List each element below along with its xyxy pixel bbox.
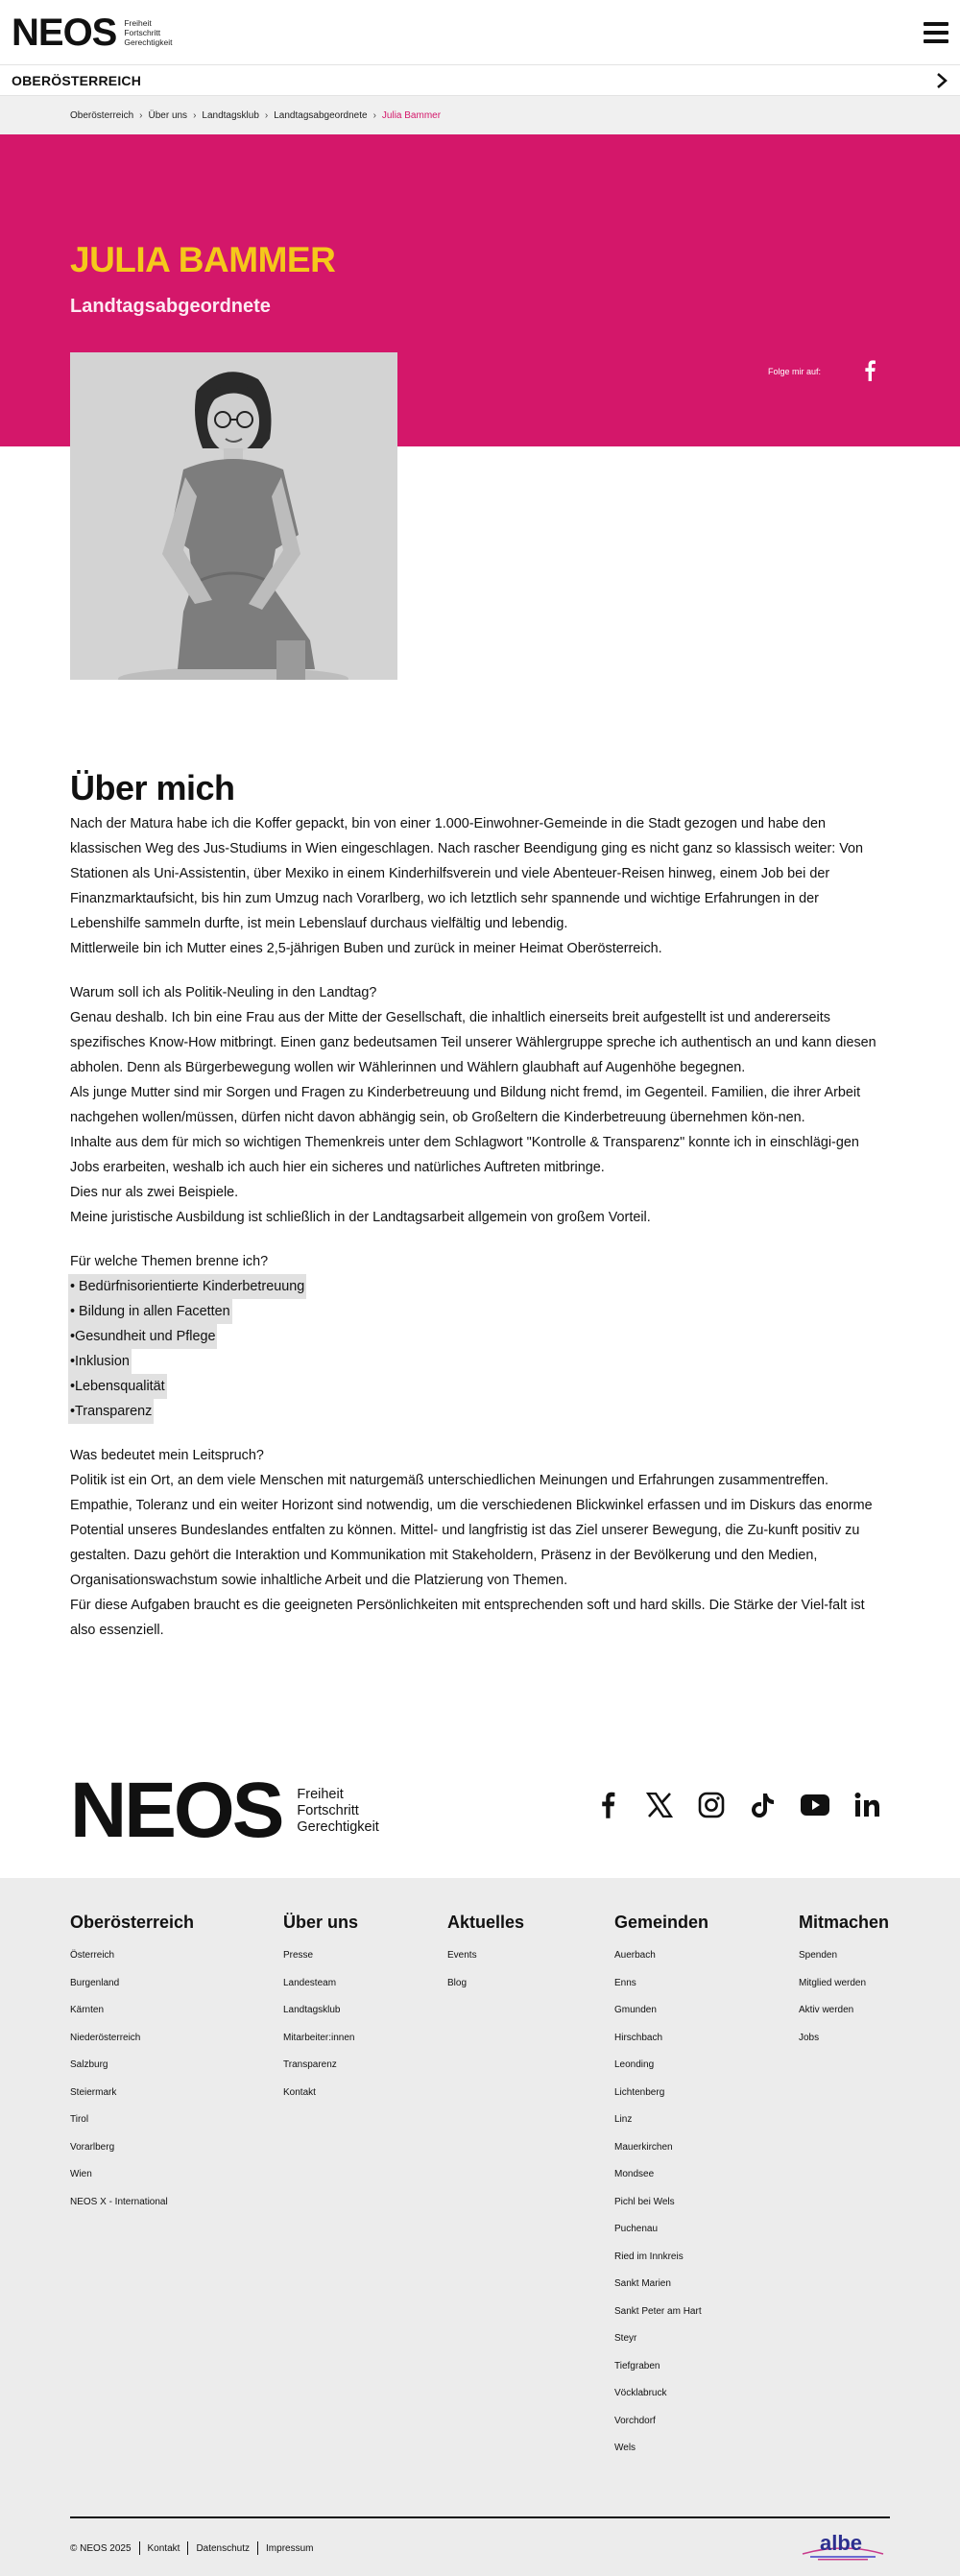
footer-logo[interactable]: [70, 1767, 379, 1854]
facebook-icon[interactable]: [862, 360, 877, 381]
chevron-right-icon: ›: [193, 109, 197, 121]
x-icon[interactable]: [644, 1790, 675, 1820]
chevron-right-icon: ›: [139, 109, 143, 121]
footer-link[interactable]: Linz: [614, 2114, 633, 2125]
svg-text:albe: albe: [820, 2531, 863, 2555]
breadcrumb-item[interactable]: Oberösterreich: [70, 109, 134, 121]
footer-column: [447, 1913, 524, 1997]
footer-bottom-links: [70, 2541, 313, 2555]
about-paragraph: Dies nur als zwei Beispiele.: [70, 1185, 239, 1200]
footer-column-title: Mitmachen: [799, 1913, 890, 1932]
youtube-icon[interactable]: [800, 1790, 830, 1820]
logo-slogan: Freiheit Fortschritt Gerechtigkeit: [124, 17, 173, 47]
footer-link[interactable]: Blog: [447, 1977, 468, 1988]
facebook-icon[interactable]: [592, 1790, 623, 1820]
neos-logo[interactable]: [12, 13, 172, 52]
breadcrumb-item[interactable]: Landtagsklub: [202, 109, 259, 121]
footer-link[interactable]: Mitarbeiter:innen: [283, 2032, 355, 2043]
about-paragraph: Mittlerweile bin ich Mutter eines 2,5-jährigen Buben und zurück in meiner Heimat Oberösterreich.: [70, 941, 662, 956]
footer-link[interactable]: Vöcklabruck: [614, 2388, 667, 2398]
chevron-right-icon: [935, 72, 948, 89]
topic-item: • Bildung in allen Facetten: [68, 1299, 232, 1324]
about-paragraph: Politik ist ein Ort, an dem viele Menschen mit naturgemäß unterschiedlichen Meinungen und Erfahrungen zusammentreffen. Empathie, Toleranz und ein weiter Horizont sind notwendig, um die verschiedenen Blickwinkel erfassen und im Diskurs das enorme Potential unseres Bundeslandes entfalten zu können. Mittel- und langfristig ist das Ziel unserer Bewegung, die Zu-kunft positiv zu gestalten. Dazu gehört die Interaktion und Kommunikation mit Stakeholdern, Präsenz in der Bevölkerung und den Medien, Organisationswachstum sowie inhaltliche Arbeit und die Platzierung von Themen.: [70, 1473, 873, 1588]
footer-link[interactable]: Niederösterreich: [70, 2032, 141, 2043]
footer-link[interactable]: Leonding: [614, 2059, 655, 2070]
partner-badge-logo[interactable]: [801, 2525, 885, 2562]
tiktok-icon[interactable]: [748, 1790, 779, 1820]
footer-contact-link[interactable]: Kontakt: [147, 2542, 180, 2554]
social-links: [592, 1790, 882, 1820]
about-paragraph: Für diese Aufgaben braucht es die geeigneten Persönlichkeiten mit entsprechenden soft und hard skills. Die Stärke der Viel-falt ist also essenziell.: [70, 1598, 865, 1638]
footer-link[interactable]: Transparenz: [283, 2059, 337, 2070]
footer-link[interactable]: Mondsee: [614, 2169, 655, 2179]
menu-icon[interactable]: [924, 22, 948, 43]
footer-column-title: Oberösterreich: [70, 1913, 195, 1932]
chevron-right-icon: ›: [264, 109, 269, 121]
footer-column-title: Über uns: [283, 1913, 359, 1932]
copyright: © NEOS 2025: [70, 2542, 132, 2554]
role-subtitle: Landtagsabgeordnete: [70, 296, 271, 317]
question-heading: Warum soll ich als Politik-Neuling in den Landtag?: [70, 985, 377, 1000]
topic-item: •Inklusion: [68, 1349, 132, 1374]
top-header: [0, 0, 960, 65]
footer-link[interactable]: Presse: [283, 1950, 314, 1961]
footer-column: [283, 1913, 358, 2107]
footer-link[interactable]: Kärnten: [70, 2005, 105, 2015]
footer-link[interactable]: Ried im Innkreis: [614, 2251, 684, 2262]
footer-column-title: Aktuelles: [447, 1913, 525, 1932]
about-paragraph: Nach der Matura habe ich die Koffer gepackt, bin von einer 1.000-Einwohner-Gemeinde in die Stadt gezogen und habe den klassischen Weg des Jus-Studiums in Wien eingeschlagen. Nach rascher Beendigung ging es nicht ganz so klassisch weiter: Von Stationen als Uni-Assistentin, über Mexiko in einem Kinderhilfsverein und viele Abenteuer-Reisen hinweg, einem Job bei der Finanzmarktaufsicht, bis hin zum Umzug nach Vorarlberg, wo ich letztlich sehr spannende und wichtige Erfahrungen in der Lebenshilfe sammeln durfte, ist mein Lebenslauf durchaus vielfältig und lebendig.: [70, 816, 864, 931]
footer-link[interactable]: Hirschbach: [614, 2032, 663, 2043]
region-label: OBERÖSTERREICH: [12, 72, 142, 88]
footer-link[interactable]: Puchenau: [614, 2224, 659, 2234]
topic-item: •Lebensqualität: [68, 1374, 167, 1399]
footer-link[interactable]: Landtagsklub: [283, 2005, 341, 2015]
footer-column-title: Gemeinden: [614, 1913, 709, 1932]
region-selector[interactable]: [0, 65, 960, 96]
footer-logo-slogan: Freiheit Fortschritt Gerechtigkeit: [297, 1786, 379, 1835]
question-heading: Für welche Themen brenne ich?: [70, 1254, 269, 1269]
topic-item: • Bedürfnisorientierte Kinderbetreuung: [68, 1274, 306, 1299]
footer-divider: [70, 2516, 890, 2518]
linkedin-icon[interactable]: [852, 1790, 882, 1820]
chevron-right-icon: ›: [372, 109, 376, 121]
breadcrumb-item[interactable]: Landtagsabgeordnete: [274, 109, 368, 121]
footer-link[interactable]: Salzburg: [70, 2059, 108, 2070]
footer-link[interactable]: Landesteam: [283, 1977, 337, 1988]
about-title: Über mich: [70, 768, 235, 801]
instagram-icon[interactable]: [696, 1790, 727, 1820]
footer-link[interactable]: Lichtenberg: [614, 2086, 665, 2098]
footer-link[interactable]: Gmunden: [614, 2005, 657, 2015]
footer-column: [70, 1913, 194, 2216]
breadcrumb-current: Julia Bammer: [381, 109, 442, 121]
footer-link[interactable]: Pichl bei Wels: [614, 2196, 675, 2207]
footer-link[interactable]: Events: [447, 1950, 477, 1961]
footer-privacy-link[interactable]: Datenschutz: [196, 2542, 251, 2554]
about-paragraph: Meine juristische Ausbildung ist schließlich in der Landtagsarbeit allgemein von großem Vorteil.: [70, 1210, 651, 1225]
topic-item: •Transparenz: [68, 1399, 154, 1424]
page-title: JULIA BAMMER: [70, 240, 336, 279]
footer-logo-wordmark: NEOS: [70, 1767, 282, 1854]
footer-link[interactable]: NEOS X - International: [70, 2196, 168, 2207]
footer-link[interactable]: Auerbach: [614, 1950, 656, 1961]
footer-link[interactable]: Wien: [70, 2169, 92, 2179]
footer-link[interactable]: Enns: [614, 1977, 636, 1988]
topic-item: •Gesundheit und Pflege: [68, 1324, 217, 1349]
follow-label: Folge mir auf:: [768, 367, 822, 376]
footer-link[interactable]: Mitglied werden: [799, 1977, 867, 1988]
footer-link[interactable]: Mauerkirchen: [614, 2141, 673, 2153]
footer-link[interactable]: Sankt Marien: [614, 2278, 671, 2289]
footer-link[interactable]: Spenden: [799, 1950, 838, 1961]
footer-link[interactable]: Aktiv werden: [799, 2005, 854, 2015]
footer: [0, 1878, 960, 2576]
breadcrumb: [0, 96, 960, 134]
logo-wordmark: NEOS: [12, 11, 117, 54]
footer-link[interactable]: Wels: [614, 2443, 636, 2453]
footer-link[interactable]: Jobs: [799, 2032, 820, 2043]
footer-link[interactable]: Vorchdorf: [614, 2415, 656, 2426]
footer-link[interactable]: Steyr: [614, 2333, 637, 2344]
about-section: [70, 768, 890, 1643]
portrait-photo: [70, 352, 397, 680]
footer-link[interactable]: Burgenland: [70, 1977, 120, 1988]
about-paragraph: Inhalte aus dem für mich so wichtigen Themenkreis unter dem Schlagwort "Kontrolle & Transparenz" konnte ich in einschlägi-gen Jobs erarbeiten, weshalb ich auch hier ein sicheres und natürliches Auftreten mitbringe.: [70, 1135, 859, 1175]
footer-link[interactable]: Kontakt: [283, 2086, 316, 2098]
question-heading: Was bedeutet mein Leitspruch?: [70, 1448, 264, 1463]
footer-column: [799, 1913, 889, 2052]
topic-list: [70, 1274, 890, 1424]
footer-link[interactable]: Tirol: [70, 2114, 89, 2125]
footer-imprint-link[interactable]: Impressum: [266, 2542, 314, 2554]
breadcrumb-item[interactable]: Über uns: [148, 109, 188, 121]
footer-link[interactable]: Österreich: [70, 1950, 115, 1961]
about-paragraph: Als junge Mutter sind mir Sorgen und Fragen zu Kinderbetreuung und Bildung nicht fremd, im Gegenteil. Familien, die ihrer Arbeit nachgehen wollen/müssen, dürfen nicht davon abhängig sein, ob Großeltern die Kinderbetreuung übernehmen kön-nen.: [70, 1085, 861, 1125]
footer-link[interactable]: Steiermark: [70, 2086, 117, 2098]
footer-column: [614, 1913, 708, 2463]
about-paragraph: Genau deshalb. Ich bin eine Frau aus der Mitte der Gesellschaft, die inhaltlich einerseits breit aufgestellt ist und andererseits spezifisches Know-How mitbringt. Einen ganz bedeutsamen Teil unserer Wählergruppe spreche ich authentisch an und kann diesen abholen. Denn als Bürgerbewegung wollen wir Wählerinnen und Wählern glaubhaft auf Augenhöhe begegnen.: [70, 1010, 876, 1075]
footer-link[interactable]: Tiefgraben: [614, 2360, 660, 2371]
footer-link[interactable]: Sankt Peter am Hart: [614, 2305, 702, 2317]
footer-link[interactable]: Vorarlberg: [70, 2141, 115, 2153]
